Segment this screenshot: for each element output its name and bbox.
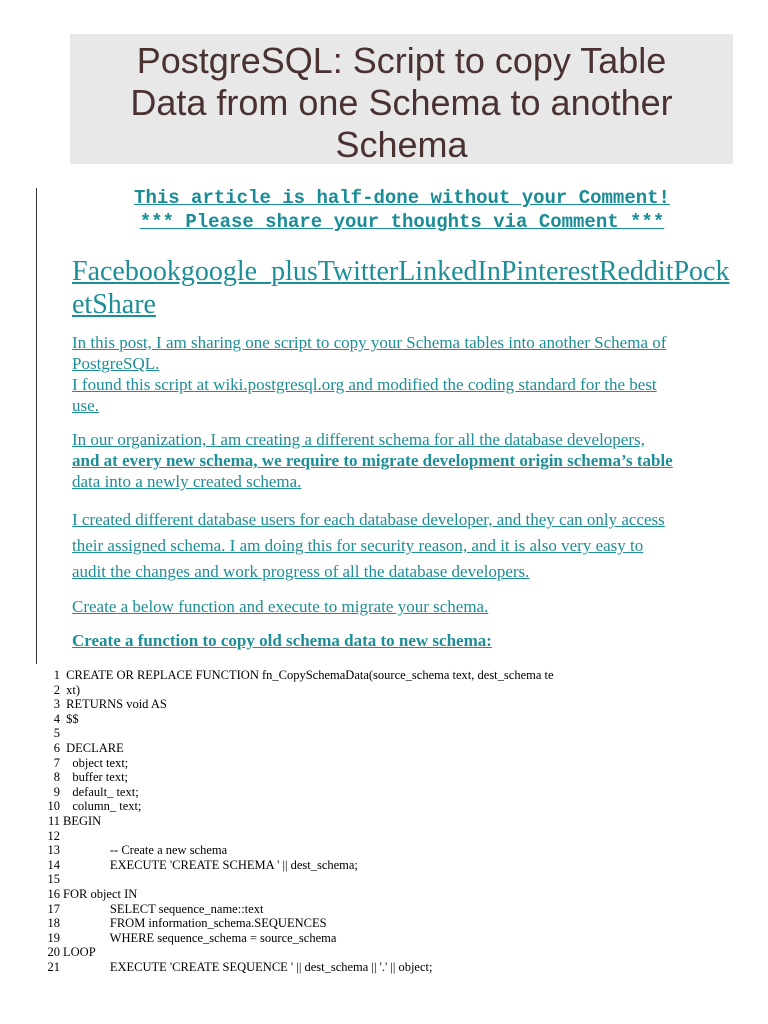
line-number: 15 bbox=[47, 872, 60, 887]
code-line bbox=[44, 887, 664, 902]
line-number: 18 bbox=[47, 916, 60, 931]
intro-paragraph[interactable] bbox=[72, 332, 742, 416]
code-line bbox=[44, 814, 664, 829]
intro-line-1[interactable]: In this post, I am sharing one script to copy your Schema tables into another Schema of bbox=[72, 333, 667, 352]
share-links-text-2[interactable]: itPocketShare bbox=[72, 256, 730, 320]
users-line-2[interactable]: their assigned schema. I am doing this for security reason, and it is also very easy to bbox=[72, 536, 644, 555]
code-line bbox=[44, 756, 664, 771]
title-line-3: Schema bbox=[335, 124, 468, 165]
line-number: 21 bbox=[47, 959, 60, 974]
code-line bbox=[44, 785, 664, 800]
line-number: 7 bbox=[53, 755, 60, 770]
code-text: default_ text; bbox=[63, 784, 139, 799]
line-number: 19 bbox=[47, 930, 60, 945]
code-line bbox=[44, 741, 664, 756]
line-number: 8 bbox=[53, 770, 60, 785]
code-text: RETURNS void AS bbox=[63, 697, 167, 712]
org-line-1[interactable]: In our organization, I am creating a different schema for all the database developers, bbox=[72, 430, 645, 449]
code-line bbox=[44, 799, 664, 814]
code-text: DECLARE bbox=[63, 740, 124, 755]
code-text: LOOP bbox=[63, 945, 96, 960]
code-text: buffer text; bbox=[63, 770, 129, 785]
code-line bbox=[44, 683, 664, 698]
code-line bbox=[44, 960, 664, 975]
line-number: 11 bbox=[47, 813, 60, 828]
comment-banner-line-1[interactable]: This article is half-done without your Comment! bbox=[134, 187, 670, 209]
share-links[interactable] bbox=[72, 255, 732, 321]
left-margin-rule bbox=[36, 188, 37, 664]
line-number: 16 bbox=[47, 886, 60, 901]
users-line-3[interactable]: audit the changes and work progress of all the database developers. bbox=[72, 562, 530, 581]
title-line-2: Data from one Schema to another bbox=[130, 82, 673, 123]
code-line bbox=[44, 726, 664, 741]
code-line bbox=[44, 931, 664, 946]
code-text: FOR object IN bbox=[63, 886, 138, 901]
line-number: 3 bbox=[53, 697, 60, 712]
code-listing bbox=[44, 668, 664, 974]
users-line-1[interactable]: I created different database users for each database developer, and they can only access bbox=[72, 510, 665, 529]
code-line bbox=[44, 872, 664, 887]
code-line bbox=[44, 945, 664, 960]
line-number: 10 bbox=[47, 799, 60, 814]
line-number: 6 bbox=[53, 740, 60, 755]
share-links-text-1[interactable]: Facebookgoogle_plusTwitterLinkedInPinterestRedd bbox=[72, 256, 658, 287]
intro-line-4[interactable]: use. bbox=[72, 396, 99, 415]
code-text: xt) bbox=[63, 682, 81, 697]
line-number: 4 bbox=[53, 711, 60, 726]
line-number: 12 bbox=[47, 828, 60, 843]
line-number: 14 bbox=[47, 857, 60, 872]
comment-banner-line-2[interactable]: *** Please share your thoughts via Comment *** bbox=[139, 211, 665, 233]
line-number: 1 bbox=[53, 668, 60, 682]
code-text: FROM information_schema.SEQUENCES bbox=[63, 916, 327, 931]
code-text: CREATE OR REPLACE FUNCTION fn_CopySchemaData(source_schema text, dest_schema te bbox=[63, 668, 554, 682]
article-title bbox=[70, 34, 733, 164]
code-text: object text; bbox=[63, 755, 129, 770]
line-number: 5 bbox=[53, 726, 60, 741]
org-line-3[interactable]: data into a newly created schema. bbox=[72, 472, 302, 491]
code-line bbox=[44, 829, 664, 844]
line-number: 13 bbox=[47, 843, 60, 858]
code-line bbox=[44, 902, 664, 917]
code-line bbox=[44, 843, 664, 858]
code-line bbox=[44, 770, 664, 785]
organization-paragraph[interactable] bbox=[72, 429, 742, 492]
intro-line-2[interactable]: PostgreSQL. bbox=[72, 354, 160, 373]
intro-line-3[interactable]: I found this script at wiki.postgresql.org and modified the coding standard for the best bbox=[72, 375, 657, 394]
code-text: column_ text; bbox=[63, 799, 142, 814]
code-text: -- Create a new schema bbox=[63, 843, 228, 858]
title-line-1: PostgreSQL: Script to copy Table bbox=[136, 40, 667, 81]
code-text: EXECUTE 'CREATE SEQUENCE ' || dest_schema || '.' || object; bbox=[63, 959, 433, 974]
code-line bbox=[44, 916, 664, 931]
code-text: WHERE sequence_schema = source_schema bbox=[63, 930, 337, 945]
line-number: 9 bbox=[53, 784, 60, 799]
code-line bbox=[44, 858, 664, 873]
create-function-heading[interactable]: Create a function to copy old schema data to new schema: bbox=[72, 631, 492, 650]
code-text: SELECT sequence_name::text bbox=[63, 901, 264, 916]
code-text: EXECUTE 'CREATE SCHEMA ' || dest_schema; bbox=[63, 857, 358, 872]
code-text: BEGIN bbox=[63, 813, 102, 828]
code-line bbox=[44, 697, 664, 712]
code-text: $$ bbox=[63, 711, 79, 726]
line-number: 2 bbox=[53, 682, 60, 697]
line-number: 17 bbox=[47, 901, 60, 916]
code-line bbox=[44, 712, 664, 727]
line-number: 20 bbox=[47, 945, 60, 960]
users-paragraph[interactable] bbox=[72, 507, 742, 585]
code-line bbox=[44, 668, 664, 683]
org-line-2[interactable]: and at every new schema, we require to migrate development origin schema’s table bbox=[72, 451, 673, 470]
create-below-text[interactable]: Create a below function and execute to migrate your schema. bbox=[72, 597, 489, 616]
